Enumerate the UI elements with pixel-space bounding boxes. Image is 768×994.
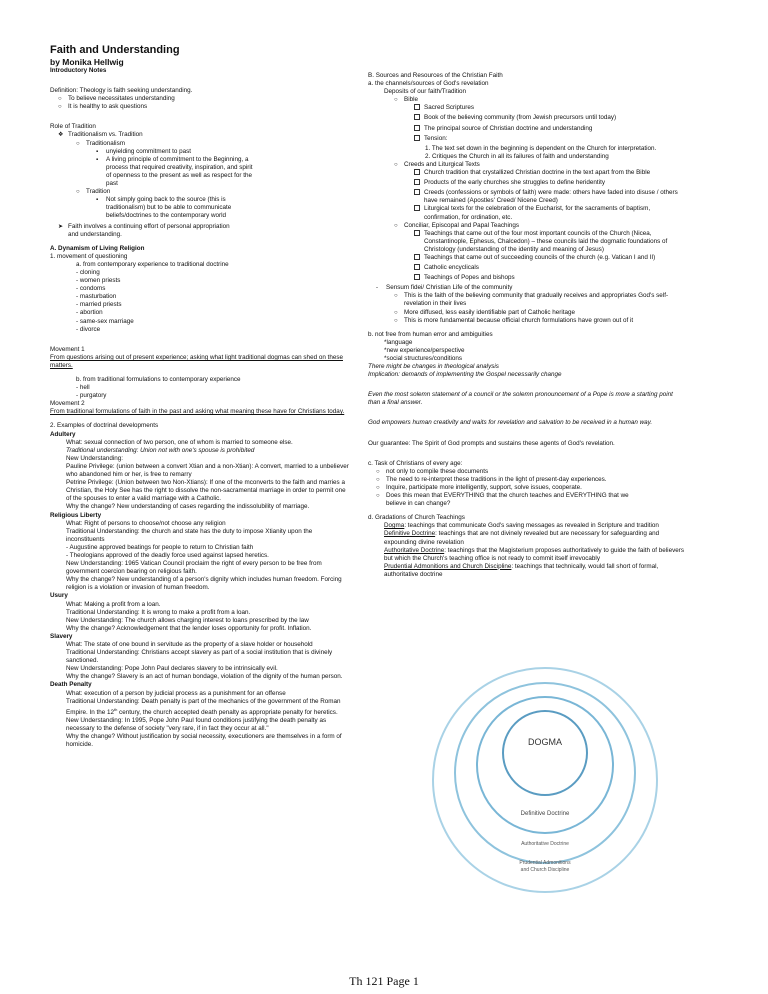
square-bullet-icon bbox=[414, 205, 420, 211]
task-heading: c. Task of Christians of every age: bbox=[368, 459, 463, 467]
list-item: ○ Tradition bbox=[76, 188, 111, 196]
movement-questioning: 1. movement of questioning bbox=[50, 252, 128, 260]
list-item: Products of the early churches she struggles to define heridentity bbox=[368, 179, 686, 189]
square-bullet-icon bbox=[414, 104, 420, 110]
list-item: ○ The need to re-interpret these traditions in the light of present-day experiences. bbox=[376, 475, 607, 483]
authoritative-label: Authoritative Doctrine bbox=[521, 841, 569, 847]
square-bullet-icon bbox=[414, 189, 420, 195]
examples-heading: 2. Examples of doctrinal developments bbox=[50, 422, 159, 430]
circle-bullet-icon: ○ bbox=[394, 222, 398, 229]
circle-bullet-icon: ○ bbox=[76, 189, 80, 196]
list-item: ○ Creeds and Liturgical Texts bbox=[394, 160, 480, 168]
list-item: Teachings that came out of the four most important councils of the Church (Nicea, Constantinople, Ephesus, Chalcedon) – these councils laid the dogmatic foundations of Christology (understanding of the identity and meaning of Jesus) bbox=[368, 230, 686, 254]
list-item: ❖ Traditionalism vs. Tradition bbox=[58, 131, 143, 139]
dynamism-heading: A. Dynamism of Living Religion bbox=[50, 244, 145, 252]
god-empowers-note: God empowers human creativity and waits for revelation and salvation to be received in a human way. bbox=[368, 419, 653, 427]
movement2-text: From traditional formulations of faith in the past and asking what meaning these have for Christians today. bbox=[50, 408, 345, 416]
adultery-heading: Adultery bbox=[50, 430, 76, 438]
square-bullet-icon bbox=[414, 135, 420, 141]
circle-bullet-icon: ○ bbox=[76, 140, 80, 147]
page-footer: Th 121 Page 1 bbox=[349, 974, 419, 988]
list-item: ○ not only to compile these documents bbox=[376, 467, 489, 475]
doc-title: Faith and Understanding bbox=[50, 44, 180, 56]
deposits: Deposits of our faith/Tradition bbox=[384, 88, 467, 96]
gradations-diagram bbox=[430, 665, 660, 895]
list-item: ○ More diffused, less easily identifiable part of Catholic heritage bbox=[394, 308, 576, 316]
movement2-label: Movement 2 bbox=[50, 400, 85, 408]
list-item: ○ It is healthy to ask questions bbox=[58, 103, 148, 111]
circle-bullet-icon: ○ bbox=[58, 104, 62, 111]
square-bullet-icon bbox=[414, 169, 420, 175]
list-item: ○ This is the faith of the believing community that gradually receives and appropriates God's self-revelation in their lives bbox=[394, 292, 669, 308]
circle-bullet-icon: ○ bbox=[376, 476, 380, 483]
circle-bullet-icon: ○ bbox=[394, 309, 398, 316]
gradation-item: Definitive Doctrine: teachings that are not divinely revealed but are necessary for safeguarding and expounding divine revelation bbox=[384, 530, 660, 546]
slavery-block: What: The state of one bound in servitude as the property of a slave holder or household Traditional Understanding: Christians accept slavery as part of a social institution that is divinely sanctioned. New Understanding: Pope John Paul declares slavery to be intrinsically evil. Why the change? Slavery is an act of human bondage, violation of the dignity of the human person. bbox=[66, 641, 343, 681]
list-item: - Sensum fidei/ Christian Life of the community bbox=[376, 284, 513, 292]
right-column: B. Sources and Resources of the Christian Faith a. the channels/sources of God's revelation Deposits of our faith/Tradition ○ Bible Sacred Scriptures Book of the believing community (from Jewish precursors until today) The principal source of Christian doctrine and understanding Tension: 1. The text set down in the beginning is dependent on the Church for interpretation. 2. Critiques the Church in all its failures of faith and understanding ○ Creeds and Liturgical Texts Church tradition that crystallized Christian doctrine in the text apart from the Bible Products of the early churches she struggles to define heridentity Creeds (confessions or symbols of faith) were made: others have faded into disuse / others have remained (Apostles' Creed/ Nicene Creed) Liturgical texts for the celebration of the Eucharist, for the sacraments of baptism, confirmation, for ordination, etc. ○ Conciliar, Episcopal and Papal Teachings Teachings that came out of the four most important councils of the Church (Nicea, Constantinople, Ephesus, Chalcedon) – these councils laid the dogmatic foundations of Christology (understanding of the identity and meaning of Jesus) Teachings that came out of succeeding councils of the church (e.g. Vatican I and II) Catholic encyclicals Teachings of Popes and bishops - Sensum fidei/ Christian Life of the community ○ This is the faith of the believing community that gradually receives and appropriates God's self-revelation in their lives ○ More diffused, less easily identifiable part of Catholic heritage ○ This is more fundamental because official church formulations have grown out of it b. not free from human error and ambiguities *language *new experience/perspective *social structures/conditions There might be changes in theological analysis Implication: demands of implementing the Gospel necessarily change Even the most solemn statement of a council or the solemn pronouncement of a Pope is more a starting point than a final answer. God empowers human creativity and waits for revelation and salvation to be received in a human way. Our guarantee: The Spirit of God prompts and sustains these agents of God's revelation. c. Task of Christians of every age: ○ not only to compile these documents ○ The need to re-interpret these traditions in the light of present-day experiences. ○ Inquire, participate more intelligently, support, solve issues, cooperate. ○ Does this mean that EVERYTHING that the church teaches and EVERYTHING that we believe in can change? d. Gradations of Church Teachings Dogma: teachings that communicate God's saving messages as revealed in Scripture and tradition Definitive Doctrine: teachings that are not divinely revealed but are necessary for safeguarding and expounding divine revelation Authoritative Doctrine: teachings that the Magisterium proposes authoritatively to guide the faith of believers but which the Church's teaching office is not ready to commit itself irrevocably Prudential Admonitions and Church Discipline: teachings that technically, would fall short of formal, authoritative doctrine bbox=[368, 72, 686, 579]
list-item: Sacred Scriptures bbox=[368, 104, 686, 114]
list-item: Creeds (confessions or symbols of faith) were made: others have faded into disuse / others have remained (Apostles' Creed/ Nicene Creed) bbox=[368, 189, 686, 205]
square-bullet-icon bbox=[414, 230, 420, 236]
contemporary-list: - cloning - women priests - condoms - masturbation - married priests - abortion - same-sex marriage - divorce bbox=[76, 268, 134, 333]
list-item: Book of the believing community (from Jewish precursors until today) bbox=[368, 114, 686, 124]
arrow-bullet-icon: ➤ bbox=[58, 223, 64, 230]
prudential-label-2: and Church Discipline bbox=[520, 867, 570, 873]
channels: a. the channels/sources of God's revelation bbox=[368, 80, 489, 88]
list-item: ○ Inquire, participate more intelligently, support, solve issues, cooperate. bbox=[376, 483, 582, 491]
diamond-bullet-icon: ❖ bbox=[58, 132, 64, 139]
religious-liberty-heading: Religious Liberty bbox=[50, 511, 102, 519]
list-item: Liturgical texts for the celebration of the Eucharist, for the sacraments of baptism, confirmation, for ordination, etc. bbox=[368, 205, 686, 221]
not-free-heading: b. not free from human error and ambiguities bbox=[368, 330, 493, 338]
movement1-text: From questions arising out of present experience; asking what light traditional dogmas can shed on these matters. bbox=[50, 353, 343, 369]
adultery-block: What: sexual connection of two person, one of whom is married to someone else. Traditional understanding: Union not with one's spouse is prohibited New Understanding: Pauline Privilege: (union between a convert Xtian and a non-Xtian): A convert, married to a unbeliever who abandoned him or her, is free to remarry Petrine Privilege: (Union between two Non-Xtians): If one of the mconverts to the faith and marries a Christian, the Holy See has the right to dissolve the non-sacramental marriage in order to permit one of the spouses to enter a valid marriage with a Catholic. Why the change? New understanding of cases regarding the indissolubility of marriage. bbox=[66, 438, 349, 511]
gradation-item: Authoritative Doctrine: teachings that the Magisterium proposes authoritatively to guide the faith of believers but which the Church's teaching office is not ready to commit itself irrevocably bbox=[384, 546, 684, 562]
implication-note: Implication: demands of implementing the Gospel necessarily change bbox=[368, 371, 562, 379]
list-item: ○ Conciliar, Episcopal and Papal Teachings bbox=[394, 221, 520, 229]
list-item: ▪ Not simply going back to the source (this is traditionalism) but to be able to communicate beliefs/doctrines to the contemporary world bbox=[96, 196, 232, 220]
slavery-heading: Slavery bbox=[50, 632, 73, 640]
even-most-note: Even the most solemn statement of a council or the solemn pronouncement of a Pope is more a starting point than a final answer. bbox=[368, 391, 673, 407]
sources-heading: B. Sources and Resources of the Christian Faith bbox=[368, 72, 503, 79]
list-item: The principal source of Christian doctrine and understanding bbox=[368, 125, 686, 135]
list-item: ○ To believe necessitates understanding bbox=[58, 95, 175, 103]
circle-bullet-icon: ○ bbox=[394, 97, 398, 104]
role-heading: Role of Tradition bbox=[50, 123, 96, 131]
guarantee-note: Our guarantee: The Spirit of God prompts and sustains these agents of God's revelation. bbox=[368, 439, 615, 447]
left-column: Faith and Understanding by Monika Hellwig Introductory Notes Definition: Theology is faith seeking understanding. ○ To believe necessitates understanding ○ It is healthy to ask questions Role of Tradition ❖ Traditionalism vs. Tradition ○ Traditionalism ▪ unyielding commitment to past ▪ A living principle of commitment to the Beginning, a process that required creativity, inspiration, and spirit of openness to the present as well as respect for the past ○ Tradition ▪ Not simply going back to the source (this is traditionalism) but to be able to communicate beliefs/doctrines to the contemporary world ➤ Faith involves a continuing effort of personal appropriation and understanding. A. Dynamism of Living Religion 1. movement of questioning a. from contemporary experience to traditional doctrine - cloning - women priests - condoms - masturbation - married priests - abortion - same-sex marriage - divorce Movement 1 From questions arising out of present experience; asking what light traditional dogmas can shed on these matters. b. from traditional formulations to contemporary experience - hell - purgatory Movement 2 From traditional formulations of faith in the past and asking what meaning these have for Christians today. 2. Examples of doctrinal developments Adultery What: sexual connection of two person, one of whom is married to someone else. Traditional understanding: Union not with one's spouse is prohibited New Understanding: Pauline Privilege: (union between a convert Xtian and a non-Xtian): A convert, married to a unbeliever who abandoned him or her, is free to remarry Petrine Privilege: (Union between two Non-Xtians): If one of the mconverts to the faith and marries a Christian, the Holy See has the right to dissolve the non-sacramental marriage in order to permit one of the spouses to enter a valid marriage with a Catholic. Why the change? New understanding of cases regarding the indissolubility of marriage. Religious Liberty What: Right of persons to choose/not choose any religion Traditional Understanding: the church and state has the duty to impose Xtianity upon the inconstituents - Augustine approved beatings for people to return to Christian faith - Theologians approved of the deadly force used against lapsed heretics. New Understanding: 1965 Vatican Council proclaim the right of every person to be free from government coercion bearing on religious faith. Why the change? New understanding of a person's dignity which includes human freedom. Forcing religion is a violation or invasion of human freedom. Usury What: Making a profit from a loan. Traditional Understanding: It is wrong to make a profit from a loan. New Understanding: The church allows charging interest to loans prescribed by the law Why the change? Acknowledgement that the lender loses opportunity for profit. Inflation. Slavery What: The state of one bound in servitude as the property of a slave holder or household Traditional Understanding: Christians accept slavery as part of a social institution that is divinely sanctioned. New Understanding: Pope John Paul declares slavery to be intrinsically evil. Why the change? Slavery is an act of human bondage, violation of the dignity of the human person. Death Penalty What: execution of a person by judicial process as a punishment for an offense Traditional Understanding: Death penalty is part of the mechanics of the government of the Roman Empire. In the 12th century, the church accepted death penalty as appropriate penalty for heretics. New Understanding: In 1995, Pope John Paul found conditions justifying the death penalty as necessary to the defense of society "very rare, if in fact they occur at all." Why the change? Without justification by social necessity, executioners are themselves in a form of homicide. bbox=[50, 44, 349, 749]
gradation-item: Dogma: teachings that communicate God's saving messages as revealed in Scripture and tradition bbox=[384, 522, 659, 530]
circle-bullet-icon: ○ bbox=[376, 493, 380, 500]
circle-bullet-icon: ○ bbox=[394, 317, 398, 324]
list-item: Tension: bbox=[368, 135, 686, 145]
list-item: Teachings of Popes and bishops bbox=[368, 274, 686, 284]
dogma-label: DOGMA bbox=[527, 737, 563, 747]
square-bullet-icon bbox=[414, 179, 420, 185]
square-bullet-icon: ▪ bbox=[96, 148, 99, 155]
movement1-label: Movement 1 bbox=[50, 345, 85, 353]
usury-block: What: Making a profit from a loan. Traditional Understanding: It is wrong to make a profit from a loan. New Understanding: The church allows charging interest to loans prescribed by the law Why the change? Acknowledgement that the lender loses opportunity for profit. Inflation. bbox=[66, 600, 312, 632]
square-bullet-icon bbox=[414, 114, 420, 120]
from-traditional: b. from traditional formulations to contemporary experience bbox=[76, 376, 241, 383]
intro-notes: Introductory Notes bbox=[50, 67, 107, 74]
death-penalty-heading: Death Penalty bbox=[50, 681, 92, 689]
religious-liberty-block: What: Right of persons to choose/not choose any religion Traditional Understanding: the church and state has the duty to impose Xtianity upon the inconstituents - Augustine approved beatings for people to return to Christian faith - Theologians approved of the deadly force used against lapsed heretics. New Understanding: 1965 Vatican Council proclaim the right of every person to be free from government coercion bearing on religious faith. Why the change? New understanding of a person's dignity which includes human freedom. Forcing religion is a violation or invasion of human freedom. bbox=[66, 519, 342, 592]
from-contemporary: a. from contemporary experience to traditional doctrine bbox=[76, 260, 229, 268]
ring-1 bbox=[503, 711, 587, 795]
list-item: ▪ A living principle of commitment to the Beginning, a process that required creativity, inspiration, and spirit of openness to the present as well as respect for the past bbox=[96, 155, 253, 188]
square-bullet-icon: ▪ bbox=[96, 156, 99, 163]
square-bullet-icon bbox=[414, 254, 420, 260]
circle-bullet-icon: ○ bbox=[376, 484, 380, 491]
prudential-label-1: Prudential Admonitions bbox=[519, 860, 571, 866]
circle-bullet-icon: ○ bbox=[394, 161, 398, 168]
doc-author: by Monika Hellwig bbox=[50, 57, 124, 67]
gradation-item: Prudential Admonitions and Church Discipline: teachings that technically, would fall short of formal, authoritative doctrine bbox=[384, 562, 659, 578]
list-item: ○ Bible bbox=[394, 96, 419, 104]
list-item: Church tradition that crystallized Christian doctrine in the text apart from the Bible bbox=[368, 169, 686, 179]
changes-note: There might be changes in theological analysis bbox=[368, 363, 499, 371]
definition: Definition: Theology is faith seeking understanding. bbox=[50, 87, 193, 95]
square-bullet-icon bbox=[414, 125, 420, 131]
gradations-heading: d. Gradations of Church Teachings bbox=[368, 514, 465, 522]
circle-bullet-icon: ○ bbox=[394, 293, 398, 300]
square-bullet-icon bbox=[414, 264, 420, 270]
list-item: ➤ Faith involves a continuing effort of personal appropriation and understanding. bbox=[58, 222, 230, 238]
list-item: ○ Traditionalism bbox=[76, 139, 125, 147]
circle-bullet-icon: ○ bbox=[376, 468, 380, 475]
circle-bullet-icon: ○ bbox=[58, 96, 62, 103]
definitive-label: Definitive Doctrine bbox=[520, 811, 570, 817]
list-item: Teachings that came out of succeeding councils of the church (e.g. Vatican I and II) bbox=[368, 254, 686, 264]
square-bullet-icon: ▪ bbox=[96, 197, 99, 204]
square-bullet-icon bbox=[414, 274, 420, 280]
usury-heading: Usury bbox=[50, 592, 68, 600]
list-item: ○ This is more fundamental because official church formulations have grown out of it bbox=[394, 316, 634, 324]
list-item: ○ Does this mean that EVERYTHING that the church teaches and EVERYTHING that we believe in can change? bbox=[376, 492, 629, 508]
death-penalty-block: What: execution of a person by judicial process as a punishment for an offense Traditional Understanding: Death penalty is part of the mechanics of the government of the Roman Empire. In the 12th century, the church accepted death penalty as appropriate penalty for heretics. New Understanding: In 1995, Pope John Paul found conditions justifying the death penalty as necessary to the defense of society "very rare, if in fact they occur at all." Why the change? Without justification by social necessity, executioners are themselves in a form of homicide. bbox=[66, 689, 342, 749]
list-item: ▪ unyielding commitment to past bbox=[96, 147, 192, 155]
list-item: Catholic encyclicals bbox=[368, 264, 686, 274]
